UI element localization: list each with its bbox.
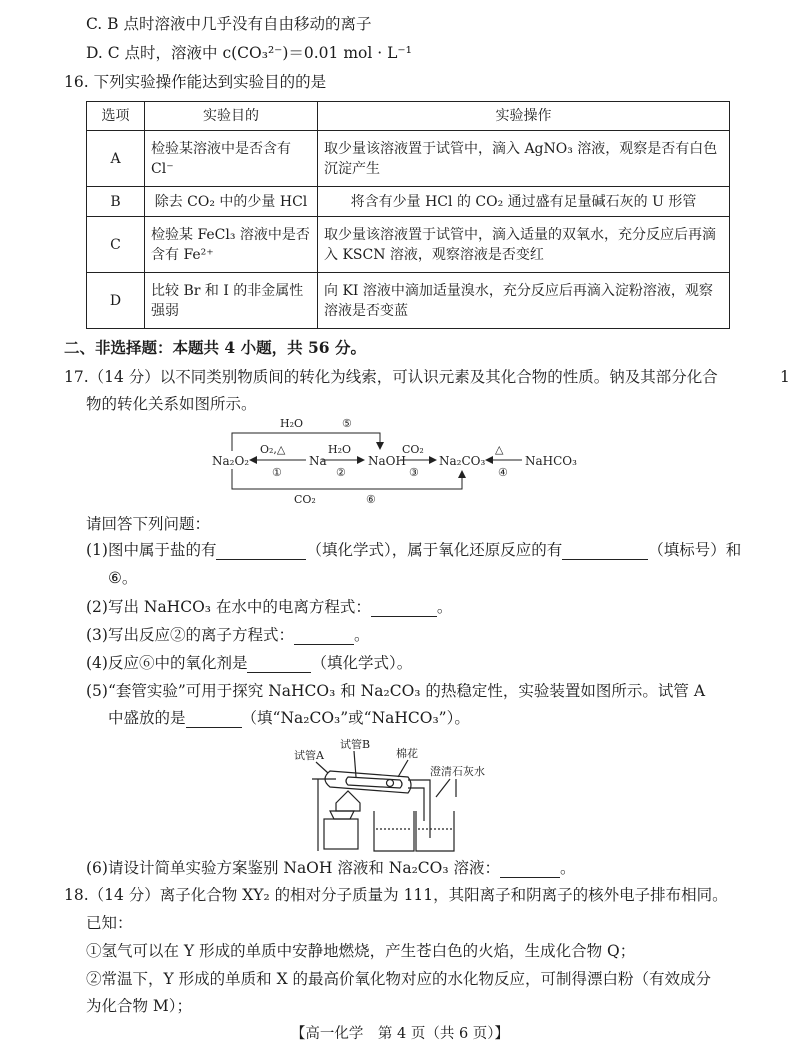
table-header-row (87, 102, 730, 131)
q18-condition-1: ①氢气可以在 Y 形成的单质中安静地燃烧，产生苍白色的火焰，生成化合物 Q； (86, 942, 636, 960)
tube-b-label: 试管B (340, 738, 371, 751)
q17-part1-cont: ⑥。 (108, 569, 138, 587)
naoh-label: NaOH (368, 454, 406, 468)
na-label: Na (309, 454, 327, 468)
q17-part3 (86, 625, 369, 645)
alcohol-lamp (336, 791, 360, 811)
reaction-4-label: ④ (498, 466, 508, 479)
row-goal: 检验某溶液中是否含有Cl⁻ (145, 131, 318, 187)
row-goal: 检验某 FeCl₃ 溶液中是否含有 Fe²⁺ (145, 217, 318, 273)
row-operation: 取少量该溶液置于试管中，滴入 AgNO₃ 溶液，观察是否有白色沉淀产生 (318, 131, 730, 187)
q18-known: 已知： (86, 914, 133, 932)
row-goal: 比较 Br 和 I 的非金属性强弱 (145, 273, 318, 329)
header-operation: 实验操作 (318, 102, 730, 131)
table-row (87, 273, 730, 329)
co2-label-bottom: CO₂ (294, 493, 316, 506)
header-option: 选项 (87, 102, 145, 131)
sodium-conversion-diagram (200, 413, 600, 508)
row-goal: 除去 CO₂ 中的少量 HCl (145, 187, 318, 217)
tube-a-label: 试管A (294, 749, 324, 762)
na2co3-label: Na₂CO₃ (439, 454, 486, 468)
o2-heat-label: O₂,△ (260, 443, 286, 456)
margin-mark: 1 (780, 368, 790, 386)
q17-part5-cont (108, 708, 470, 728)
part5-text-c: （填“Na₂CO₃”或“NaHCO₃”）。 (241, 709, 470, 727)
reaction-2-label: ② (336, 466, 346, 479)
reaction-3-label: ③ (409, 466, 419, 479)
part2-text-a: (2)写出 NaHCO₃ 在水中的电离方程式： (86, 598, 371, 616)
row-option: C (87, 217, 145, 273)
q18-condition-2: ②常温下，Y 形成的单质和 X 的最高价氧化物对应的水化物反应，可制得漂白粉（有效成分 (86, 970, 712, 988)
row-operation: 向 KI 溶液中滴加适量溴水，充分反应后再滴入淀粉溶液，观察溶液是否变蓝 (318, 273, 730, 329)
part4-text-b: （填化学式）。 (311, 654, 413, 672)
part4-text-a: (4)反应⑥中的氧化剂是 (86, 654, 248, 672)
part3-text-a: (3)写出反应②的离子方程式： (86, 626, 294, 644)
answer-blank[interactable] (371, 600, 437, 617)
table-row (87, 131, 730, 187)
q16-table (86, 101, 730, 329)
answer-blank[interactable] (216, 543, 306, 560)
part2-text-b: 。 (436, 598, 453, 616)
q16-stem: 16. 下列实验操作能达到实验目的的是 (64, 73, 327, 91)
arrow-reaction-5 (232, 433, 380, 451)
reaction-1-label: ① (272, 466, 282, 479)
part1-text-b: （填化学式），属于氧化还原反应的有 (306, 541, 563, 559)
answer-blank[interactable] (500, 861, 560, 878)
answer-blank[interactable] (562, 543, 648, 560)
h2o-label-top: H₂O (280, 417, 304, 430)
option-c: C. B 点时溶液中几乎没有自由移动的离子 (86, 15, 372, 33)
q17-prompt: 请回答下列问题： (86, 515, 211, 533)
cotton-plug (387, 780, 394, 787)
answer-blank[interactable] (247, 656, 311, 673)
reaction-5-label: ⑤ (342, 417, 352, 430)
row-option: B (87, 187, 145, 217)
row-option: A (87, 131, 145, 187)
part1-text-a: (1)图中属于盐的有 (86, 541, 217, 559)
row-operation: 将含有少量 HCl 的 CO₂ 通过盛有足量碱石灰的 U 形管 (318, 187, 730, 217)
q17-part6 (86, 858, 576, 878)
h2o-label-mid: H₂O (328, 443, 352, 456)
beaker-right (416, 811, 454, 851)
row-operation: 取少量该溶液置于试管中，滴入适量的双氧水，充分反应后再滴入 KSCN 溶液，观察溶液是否变红 (318, 217, 730, 273)
q17-stem-line1: 17.（14 分）以不同类别物质间的转化为线索，可认识元素及其化合物的性质。钠及其部分化合 (64, 368, 718, 386)
option-d: D. C 点时，溶液中 c(CO₃²⁻)＝0.01 mol · L⁻¹ (86, 44, 412, 62)
q17-part2 (86, 597, 452, 617)
q18-stem: 18.（14 分）离子化合物 XY₂ 的相对分子质量为 111，其阳离子和阴离子的核外电子排布相同。 (64, 886, 728, 904)
reaction-6-label: ⑥ (366, 493, 376, 506)
table-row (87, 187, 730, 217)
tube-in-tube-apparatus (290, 733, 530, 855)
table-row (87, 217, 730, 273)
na2o2-label: Na₂O₂ (212, 454, 250, 468)
arrow-reaction-6 (232, 469, 462, 489)
q17-stem-line2: 物的转化关系如图所示。 (86, 395, 257, 413)
q17-part4 (86, 653, 412, 673)
part3-text-b: 。 (353, 626, 370, 644)
q17-part1 (86, 540, 741, 560)
part1-text-c: （填标号）和 (648, 541, 742, 559)
answer-blank[interactable] (294, 628, 354, 645)
answer-blank[interactable] (186, 711, 242, 728)
co2-label-mid: CO₂ (402, 443, 424, 456)
section-heading: 二、非选择题：本题共 4 小题，共 56 分。 (64, 338, 366, 357)
lamp-stand-block (324, 819, 358, 849)
part6-text-b: 。 (560, 859, 576, 877)
test-tube-a (325, 771, 411, 793)
q17-part5: (5)“套管实验”可用于探究 NaHCO₃ 和 Na₂CO₃ 的热稳定性，实验装置如图所示。试管 A (86, 682, 706, 700)
cotton-label: 棉花 (396, 747, 418, 760)
nahco3-label: NaHCO₃ (525, 454, 577, 468)
q18-condition-2-cont: 为化合物 M）； (86, 997, 193, 1015)
header-goal: 实验目的 (145, 102, 318, 131)
limewater-label: 澄清石灰水 (430, 765, 485, 778)
beaker-left (374, 811, 414, 851)
row-option: D (87, 273, 145, 329)
part6-text-a: (6)请设计简单实验方案鉴别 NaOH 溶液和 Na₂CO₃ 溶液： (86, 859, 500, 877)
heat-label: △ (495, 443, 504, 456)
page-footer: 【高一化学 第 4 页（共 6 页）】 (290, 1026, 510, 1042)
part5-text-b: 中盛放的是 (108, 709, 186, 727)
